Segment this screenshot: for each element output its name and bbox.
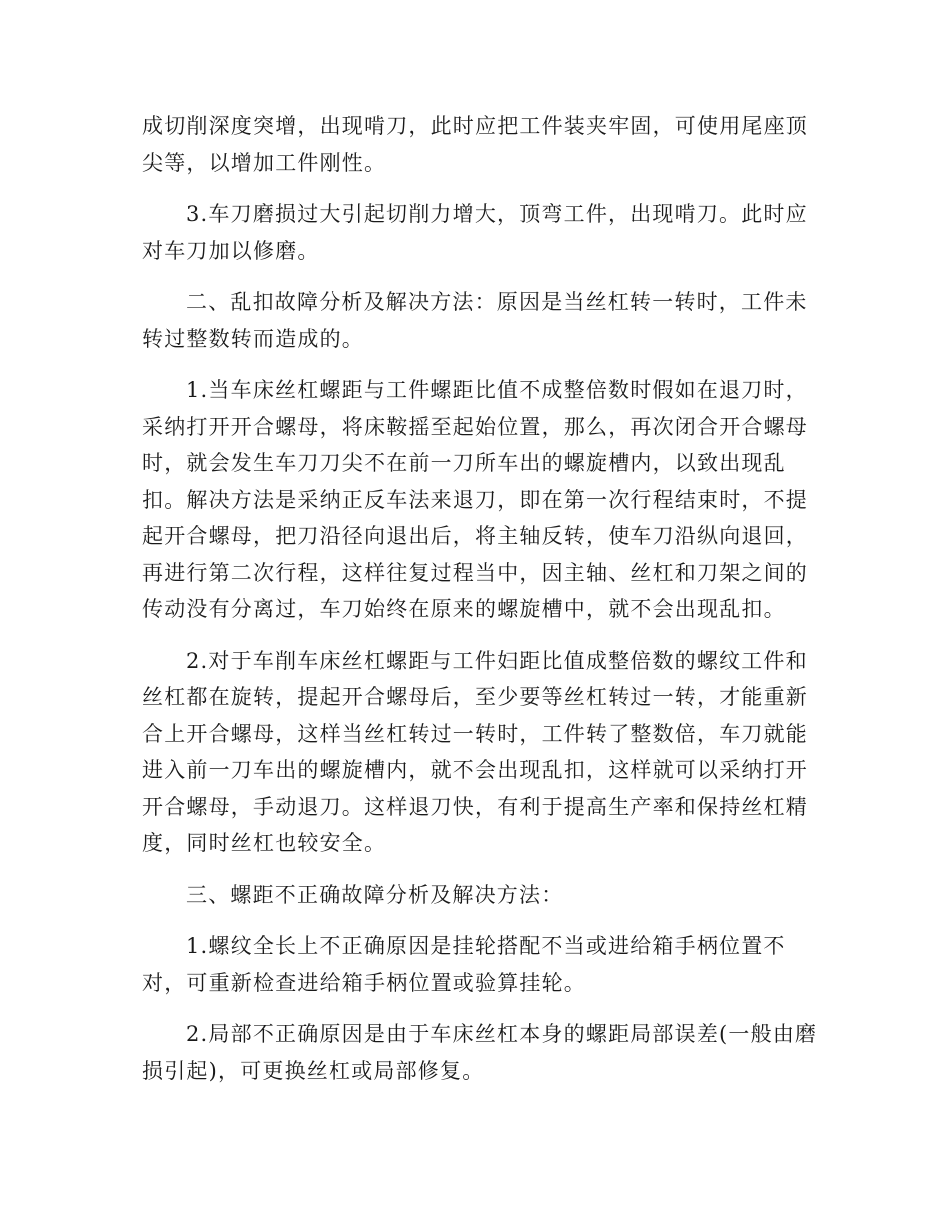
text-line: 1.当车床丝杠螺距与工件螺距比值不成整倍数时假如在退刀时， [186,378,808,402]
text-line: 再进行第二次行程，这样往复过程当中，因主轴、丝杠和刀架之间的 [142,560,808,585]
text-line: 进入前一刀车出的螺旋槽内，就不会出现乱扣，这样就可以采纳打开 [142,758,808,782]
text-line: 尖等，以增加工件刚性。 [142,150,387,175]
text-line: 丝杠都在旋转，提起开合螺母后，至少要等丝杠转过一转，才能重新 [142,685,808,709]
text-line: 3.车刀磨损过大引起切削力增大，顶弯工件，出现啃刀。此时应 [186,202,808,226]
paragraph-1 [142,108,808,181]
paragraph-5-cont [142,679,808,862]
text-line: 2.局部不正确原因是由于车床丝杠本身的螺距局部误差(一般由磨 [186,1022,818,1046]
text-line: 传动没有分离过，车刀始终在原来的螺旋槽中，就不会出现乱扣。 [142,597,786,621]
paragraph-6 [142,877,802,914]
text-line: 采纳打开开合螺母，将床鞍摇至起始位置，那么，再次闭合开合螺母 [142,414,808,439]
text-line: 时，就会发生车刀刀尖不在前一刀所车出的螺旋槽内，以致出现乱 [142,451,786,475]
text-line: 损引起)，可更换丝杠或局部修复。 [142,1058,485,1083]
text-line: 开合螺母，手动退刀。这样退刀快，有利于提高生产率和保持丝杠精 [142,794,808,819]
text-line: 扣。解决方法是采纳正反车法来退刀，即在第一次行程结束时，不提 [142,487,808,512]
text-line: 2.对于车削车床丝杠螺距与工件妇距比值成整倍数的螺纹工件和 [186,648,808,673]
paragraph-4-cont [142,409,808,628]
text-line: 1.螺纹全长上不正确原因是挂轮搭配不当或进给箱手柄位置不 [186,934,786,958]
text-line: 对，可重新检查进给箱手柄位置或验算挂轮。 [142,970,586,995]
paragraph-3-cont [142,321,802,358]
paragraph-8 [142,1016,818,1053]
paragraph-7 [142,928,802,965]
paragraph-8-cont [142,1053,802,1090]
text-line: 起开合螺母，把刀沿径向退出后，将主轴反转，使车刀沿纵向退回， [142,524,808,548]
document-body [142,108,818,1104]
text-line: 成切削深度突增，出现啃刀，此时应把工件装夹牢固，可使用尾座顶 [142,114,808,138]
paragraph-4 [142,372,808,409]
text-line: 二、乱扣故障分析及解决方法：原因是当丝杠转一转时，工件未 [186,290,808,314]
text-line: 度，同时丝杠也较安全。 [142,831,387,855]
text-line: 转过整数转而造成的。 [142,326,364,351]
text-line: 合上开合螺母，这样当丝杠转过一转时，工件转了整数倍，车刀就能 [142,721,808,746]
paragraph-2-cont [142,233,802,270]
text-line: 对车刀加以修磨。 [142,238,320,263]
paragraph-7-cont [142,965,802,1002]
section-heading: 三、螺距不正确故障分析及解决方法： [186,882,564,907]
paragraph-3 [142,284,808,321]
paragraph-2 [142,196,808,233]
paragraph-5 [142,643,808,680]
